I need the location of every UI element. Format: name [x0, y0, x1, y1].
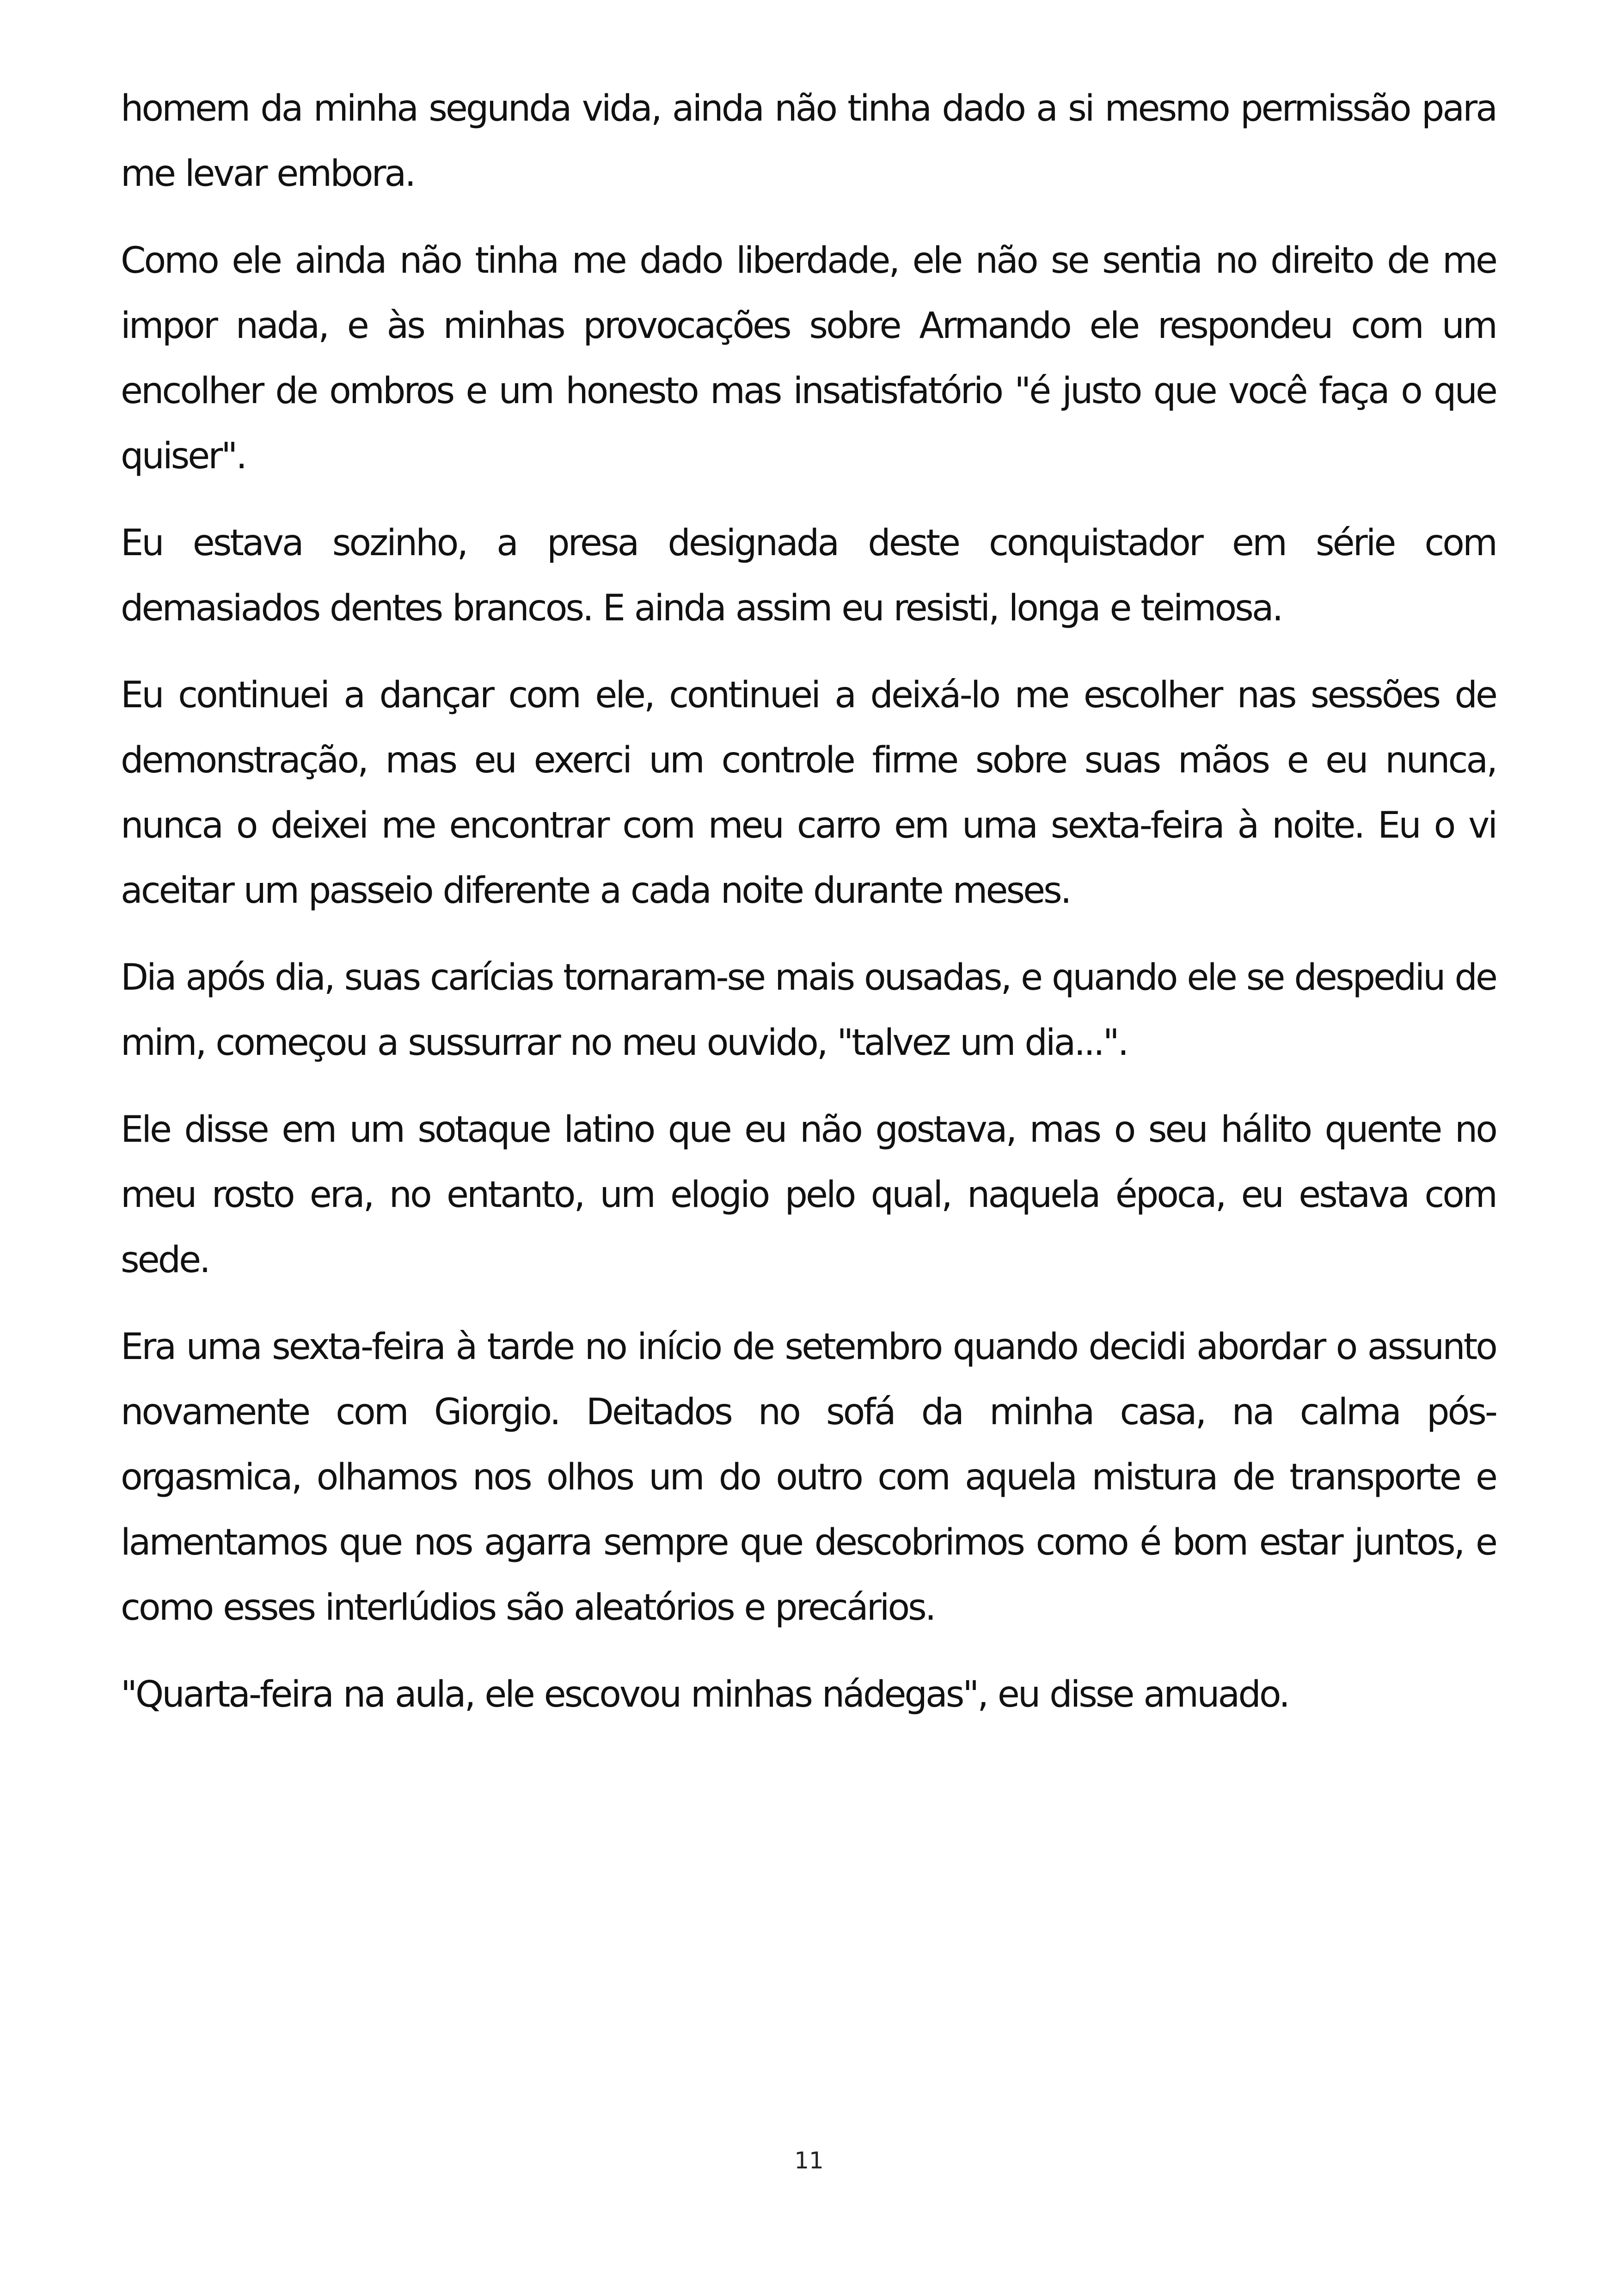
paragraph-5: Dia após dia, suas carícias tornaram-se mais ousadas, e quando ele se despediu de mim, começou a sussurrar no meu ouvido, "talvez um dia...". — [121, 957, 1496, 1064]
body-text — [121, 76, 1496, 1749]
paragraph-8: "Quarta-feira na aula, ele escovou minhas nádegas", eu disse amuado. — [121, 1674, 1289, 1715]
paragraph-4: Eu continuei a dançar com ele, continuei a deixá-lo me escolher nas sessões de demonstração, mas eu exerci um controle firme sobre suas mãos e eu nunca, nunca o deixei me encontrar com meu carro em uma sexta-feira à noite. Eu o vi aceitar um passeio diferente a cada noite durante meses. — [121, 674, 1496, 912]
paragraph-1: homem da minha segunda vida, ainda não tinha dado a si mesmo permissão para me levar embora. — [121, 88, 1496, 195]
paragraph-2: Como ele ainda não tinha me dado liberdade, ele não se sentia no direito de me impor nada, e às minhas provocações sobre Armando ele respondeu com um encolher de ombros e um honesto mas insatisfatório "é justo que você faça o que quiser". — [121, 240, 1496, 477]
paragraph-7: Era uma sexta-feira à tarde no início de setembro quando decidi abordar o assunto novamente com Giorgio. Deitados no sofá da minha casa, na calma pós-orgasmica, olhamos nos olhos um do outro com aquela mistura de transporte e lamentamos que nos agarra sempre que descobrimos como é bom estar juntos, e como esses interlúdios são aleatórios e precários. — [121, 1326, 1496, 1629]
page-number: 11 — [794, 2147, 824, 2174]
paragraph-3: Eu estava sozinho, a presa designada deste conquistador em série com demasiados dentes brancos. E ainda assim eu resisti, longa e teimosa. — [121, 522, 1496, 629]
paragraph-6: Ele disse em um sotaque latino que eu não gostava, mas o seu hálito quente no meu rosto era, no entanto, um elogio pelo qual, naquela época, eu estava com sede. — [121, 1109, 1496, 1281]
